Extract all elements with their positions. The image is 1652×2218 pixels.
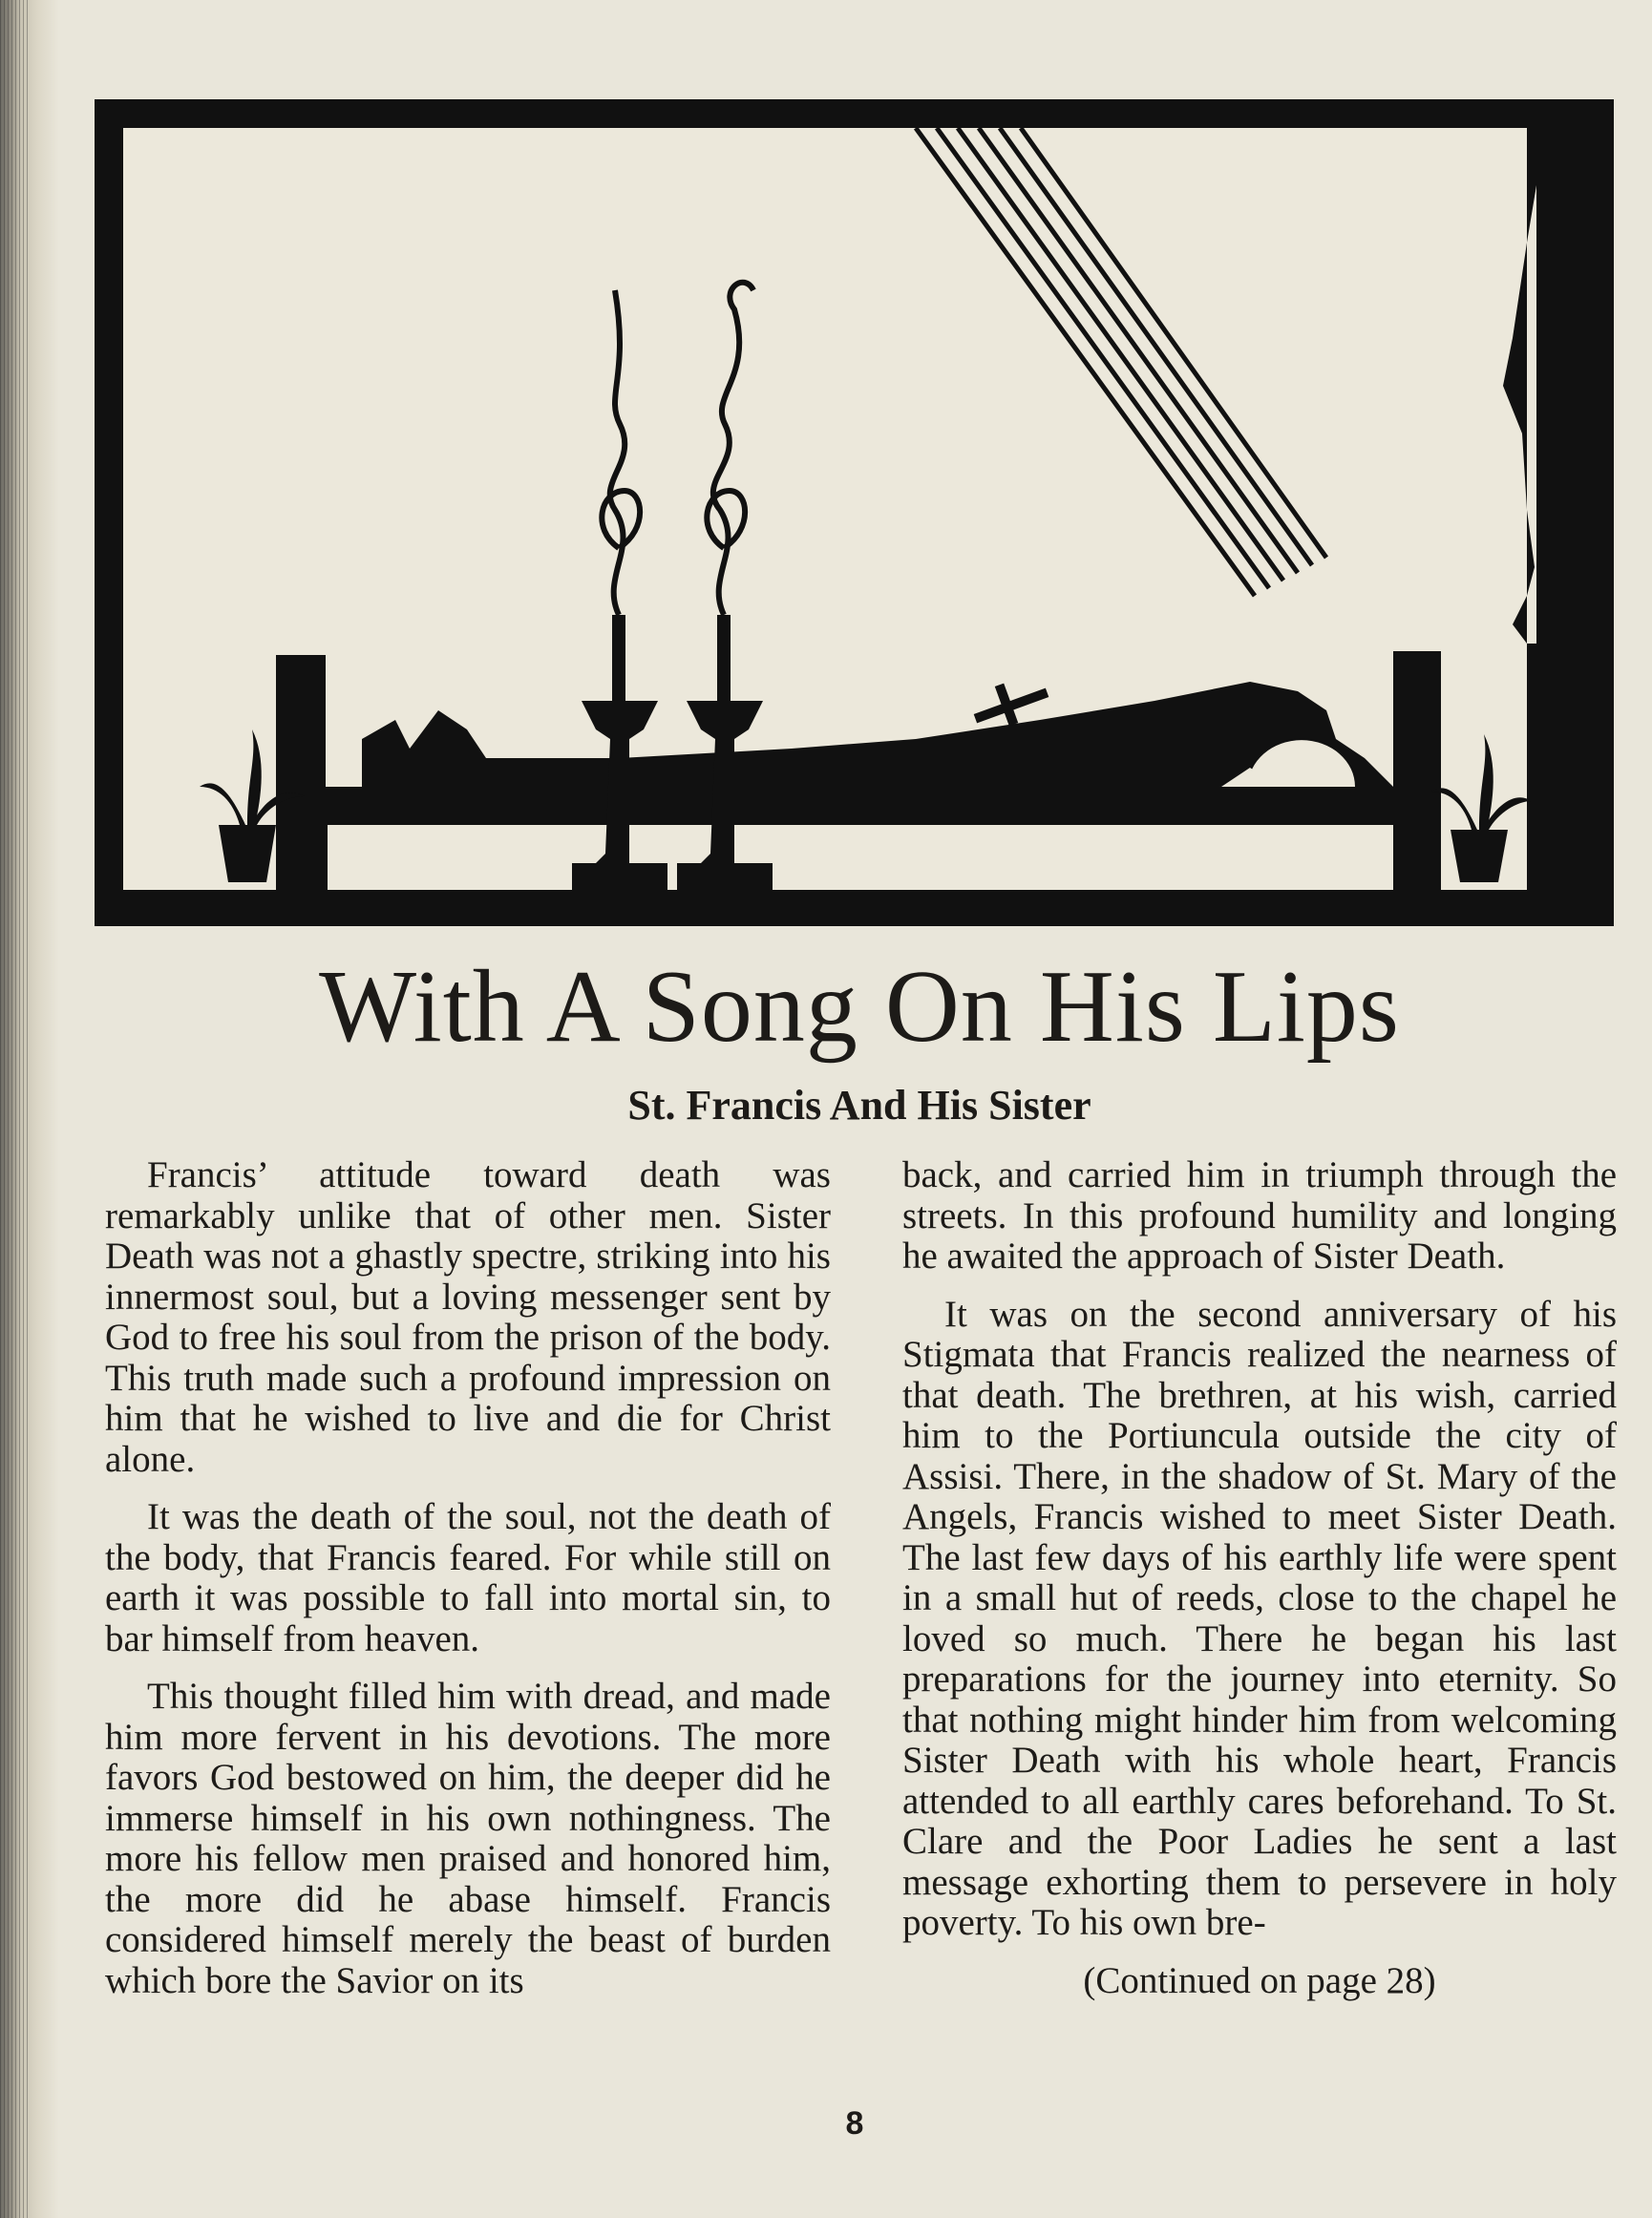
- paragraph: It was on the second anniversary of his Stigmata that Francis realized the nearness of that death. The brethren, at his wish, carried him to the Portiuncula outside the city of Assisi. There, in the shadow of St. Mary of the Angels, Francis wished to meet Sister Death. The last few days of his earthly life were spent in a small hut of reeds, close to the chapel he loved so much. There he began his last preparations for the journey into eternity. So that nothing might hinder him from welcoming Sister Death with his whole heart, Francis attended to all earthly cares beforehand. To St. Clare and the Poor Ladies he sent a last message exhorting them to persevere in holy poverty. To his own bre-: [902, 1293, 1617, 1943]
- candle-flames: [602, 283, 753, 615]
- illustration-frame: [95, 99, 1614, 926]
- article-title: With A Song On His Lips: [319, 950, 1400, 1064]
- light-rays: [916, 128, 1326, 596]
- paragraph: This thought filled him with dread, and made him more fervent in his devotions. The more favors God bestowed on him, the deeper did he immerse himself in his own nothingness. The more his fellow men praised and honored him, the more did he abase himself. Francis considered himself merely the beast of burden which bore the Savior on its: [105, 1676, 831, 2001]
- deathbed-silhouette: [123, 128, 1585, 898]
- paragraph: back, and carried him in triumph through the streets. In this profound humility and longing he awaited the approach of Sister Death.: [902, 1154, 1617, 1277]
- article-subtitle: St. Francis And His Sister: [627, 1082, 1091, 1129]
- paragraph: Francis’ attitude toward death was remarkably unlike that of other men. Sister Death was not a ghastly spectre, striking into his innermost soul, but a loving messenger sent by God to free his soul from the prison of the body. This truth made such a profound impression on him that he wished to live and die for Christ alone.: [105, 1154, 831, 1480]
- left-column: [105, 1155, 831, 2018]
- paragraph: It was the death of the soul, not the death of the body, that Francis feared. For while still on earth it was possible to fall into mortal sin, to bar himself from heaven.: [105, 1496, 831, 1659]
- right-column: [902, 1155, 1617, 2001]
- crucifix-silhouette: [1536, 128, 1585, 898]
- continued-note: (Continued on page 28): [1083, 1959, 1436, 2001]
- page-number: 8: [845, 2105, 864, 2142]
- figure-silhouette: [362, 682, 1393, 787]
- illustration-panel: [123, 128, 1585, 898]
